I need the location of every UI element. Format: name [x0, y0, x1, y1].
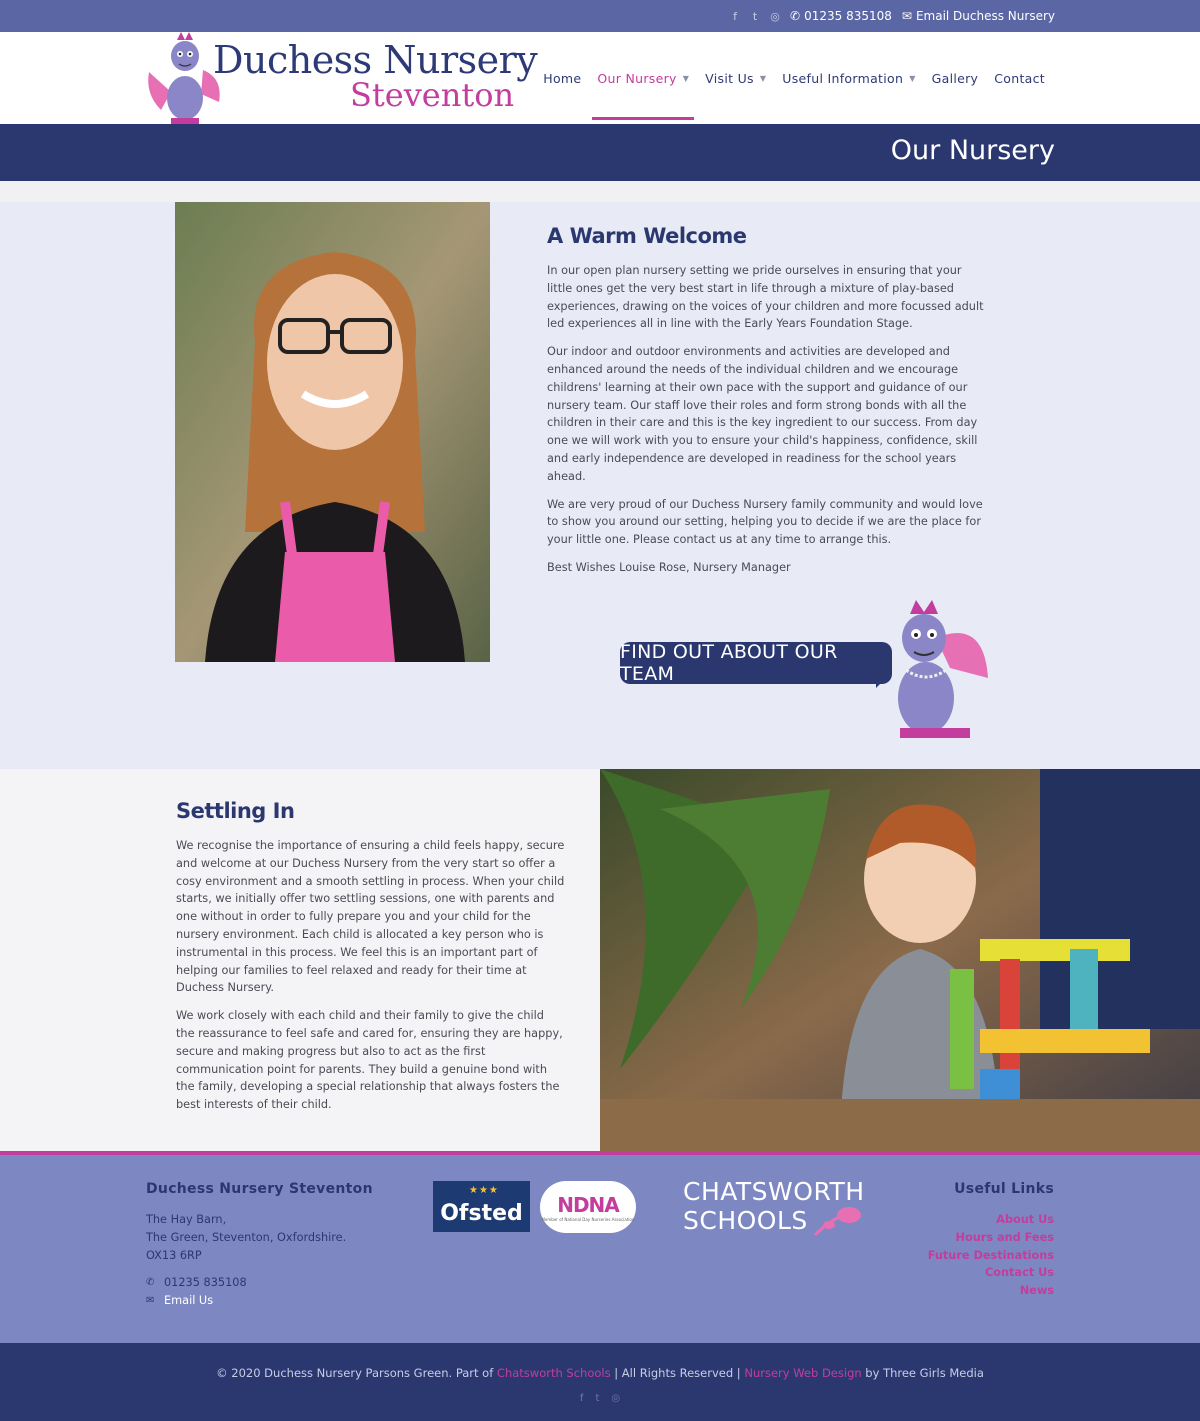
settling-in-paragraph: We work closely with each child and their family to give the child the reassurance to feel safe and cared for, ensuring they are happy, secure and making progress but also to act as the first communication point for parents. They build a genuine bond with the family, developing a special relationship that always fosters the best interests of their child. — [176, 1009, 563, 1112]
dragon-mascot-icon — [880, 598, 992, 740]
welcome-paragraph: Our indoor and outdoor environments and activities are developed and enhanced around the needs of the individual children and we encourage childrens' learning at their own pace with the support and guidance of our nursery team. Our staff love their roles and form strong bonds with all the children in their care and this is the key ingredient to our success. From day one we will work with you to ensure your child's happiness, confidence, skill and early independence are developed in readiness for the school years ahead. — [547, 345, 978, 483]
footer-phone[interactable] — [146, 1274, 406, 1292]
footer-link-hours-fees[interactable]: Hours and Fees — [955, 1230, 1054, 1244]
footer-useful-links — [854, 1181, 1054, 1300]
envelope-icon: ✉ — [901, 9, 912, 23]
settling-in-text — [176, 799, 566, 1124]
ndna-logo-text: NDNA — [557, 1192, 619, 1217]
footer-address-line: OX13 6RP — [146, 1248, 202, 1262]
footer-contact-column — [146, 1181, 406, 1310]
facebook-icon[interactable]: f — [733, 9, 737, 23]
footer-heading: Duchess Nursery Steventon — [146, 1181, 373, 1197]
welcome-paragraph: In our open plan nursery setting we pride ourselves in ensuring that your little ones get the very best start in life through a mixture of play-based experiences, drawing on the voices of your children and more focussed adult led experiences all in line with the Early Years Foundation Stage. — [547, 264, 984, 331]
twitter-icon[interactable]: t — [752, 9, 758, 23]
footer-links-heading: Useful Links — [954, 1181, 1054, 1197]
nav-home[interactable] — [538, 32, 586, 124]
nav-contact[interactable] — [989, 32, 1050, 124]
phone-icon: ✆ — [790, 9, 801, 23]
welcome-signature: Best Wishes Louise Rose, Nursery Manager — [547, 560, 791, 574]
phone-link[interactable] — [790, 9, 892, 23]
nav-gallery-label: Gallery — [931, 70, 979, 86]
settling-in-section — [0, 769, 600, 1151]
bottom-social-links — [0, 1393, 1200, 1404]
facebook-icon[interactable]: f — [579, 1393, 584, 1404]
designer-credit: by Three Girls Media — [861, 1366, 984, 1380]
nursery-manager-photo — [175, 202, 490, 662]
ndna-logo-caption: Member of National Day Nurseries Association — [541, 1216, 635, 1222]
child-playing-photo — [600, 769, 1200, 1151]
nav-useful-information[interactable] — [777, 32, 920, 124]
section-spacer — [0, 181, 1200, 202]
twitter-icon[interactable]: t — [595, 1393, 600, 1404]
footer-email-label: Email Us — [164, 1294, 214, 1308]
settling-in-paragraph: We recognise the importance of ensuring a child feels happy, secure and welcome at our Duchess Nursery from the very start so offer a cosy environment and a smooth settling in process. When your child starts, we initially offer two settling sessions, one with parents and one without in order to fully prepare you and your child for the nursery environment. Each child is allocated a key person who is instrumental in this process. We feel this is an important part of helping our families to feel relaxed and ready for their time at Duchess Nursery. — [176, 839, 565, 995]
chatsworth-logo-line: SCHOOLS — [683, 1206, 808, 1235]
copyright-text — [0, 1366, 1200, 1380]
nav-contact-label: Contact — [994, 70, 1045, 86]
logo-subtitle: Steventon — [350, 76, 515, 114]
nav-visit-us-label: Visit Us — [705, 70, 754, 86]
footer-link-about-us[interactable]: About Us — [996, 1213, 1054, 1226]
logo-title: Duchess Nursery — [213, 38, 538, 82]
chevron-down-icon: ▼ — [759, 73, 767, 83]
topbar-email: Email Duchess Nursery — [915, 9, 1055, 23]
main-nav — [538, 32, 1050, 124]
stars-icon: ★★★ — [469, 1185, 499, 1196]
nav-our-nursery[interactable] — [592, 32, 694, 124]
ofsted-logo — [433, 1181, 530, 1232]
phone-icon: ✆ — [146, 1277, 155, 1289]
find-out-about-team-button[interactable]: FIND OUT ABOUT OUR TEAM — [620, 642, 892, 684]
welcome-section — [0, 202, 1200, 769]
rights-text: | All Rights Reserved | — [610, 1366, 745, 1380]
footer-address-line: The Hay Barn, — [146, 1213, 227, 1226]
welcome-paragraph: We are very proud of our Duchess Nursery family community and would love to show you around our setting, helping you to decide if we are the place for your little one. Please contact us at any time to arrange this. — [547, 497, 983, 547]
ndna-logo — [540, 1181, 636, 1233]
page-title-band — [0, 124, 1200, 181]
chatsworth-logo-line: CHATSWORTH — [683, 1177, 865, 1206]
envelope-icon: ✉ — [146, 1295, 155, 1307]
footer-address-line: The Green, Steventon, Oxfordshire. — [146, 1230, 347, 1244]
footer-link-future-destinations[interactable]: Future Destinations — [927, 1248, 1054, 1262]
nav-our-nursery-label: Our Nursery — [597, 70, 677, 86]
instagram-icon[interactable]: ◎ — [611, 1393, 621, 1404]
topbar-phone: 01235 835108 — [804, 9, 892, 23]
welcome-text — [547, 224, 987, 587]
chatsworth-schools-link[interactable]: Chatsworth Schools — [496, 1366, 611, 1380]
footer-phone-label: 01235 835108 — [164, 1276, 247, 1290]
chevron-down-icon: ▼ — [682, 73, 690, 83]
site-header — [0, 32, 1200, 124]
chatsworth-schools-logo — [683, 1177, 863, 1235]
page-title: Our Nursery — [890, 135, 1055, 166]
nav-useful-information-label: Useful Information — [782, 70, 904, 86]
footer-link-news[interactable]: News — [1019, 1284, 1054, 1298]
nav-visit-us[interactable] — [700, 32, 771, 124]
site-footer — [0, 1151, 1200, 1343]
instagram-icon[interactable]: ◎ — [770, 9, 780, 23]
chevron-down-icon: ▼ — [909, 73, 916, 83]
welcome-heading: A Warm Welcome — [547, 224, 747, 248]
footer-email-link[interactable] — [146, 1292, 406, 1310]
nursery-web-design-link[interactable]: Nursery Web Design — [744, 1366, 862, 1380]
nav-home-label: Home — [543, 70, 582, 86]
footer-link-contact-us[interactable]: Contact Us — [984, 1266, 1054, 1280]
top-bar — [0, 0, 1200, 32]
nav-gallery[interactable] — [927, 32, 984, 124]
bottom-bar — [0, 1343, 1200, 1421]
site-logo[interactable] — [145, 32, 538, 124]
copyright-prefix: © 2020 Duchess Nursery Parsons Green. Part of — [216, 1366, 497, 1380]
ofsted-logo-text: Ofsted — [440, 1201, 523, 1226]
email-link[interactable] — [902, 9, 1055, 23]
settling-in-heading: Settling In — [176, 799, 295, 823]
